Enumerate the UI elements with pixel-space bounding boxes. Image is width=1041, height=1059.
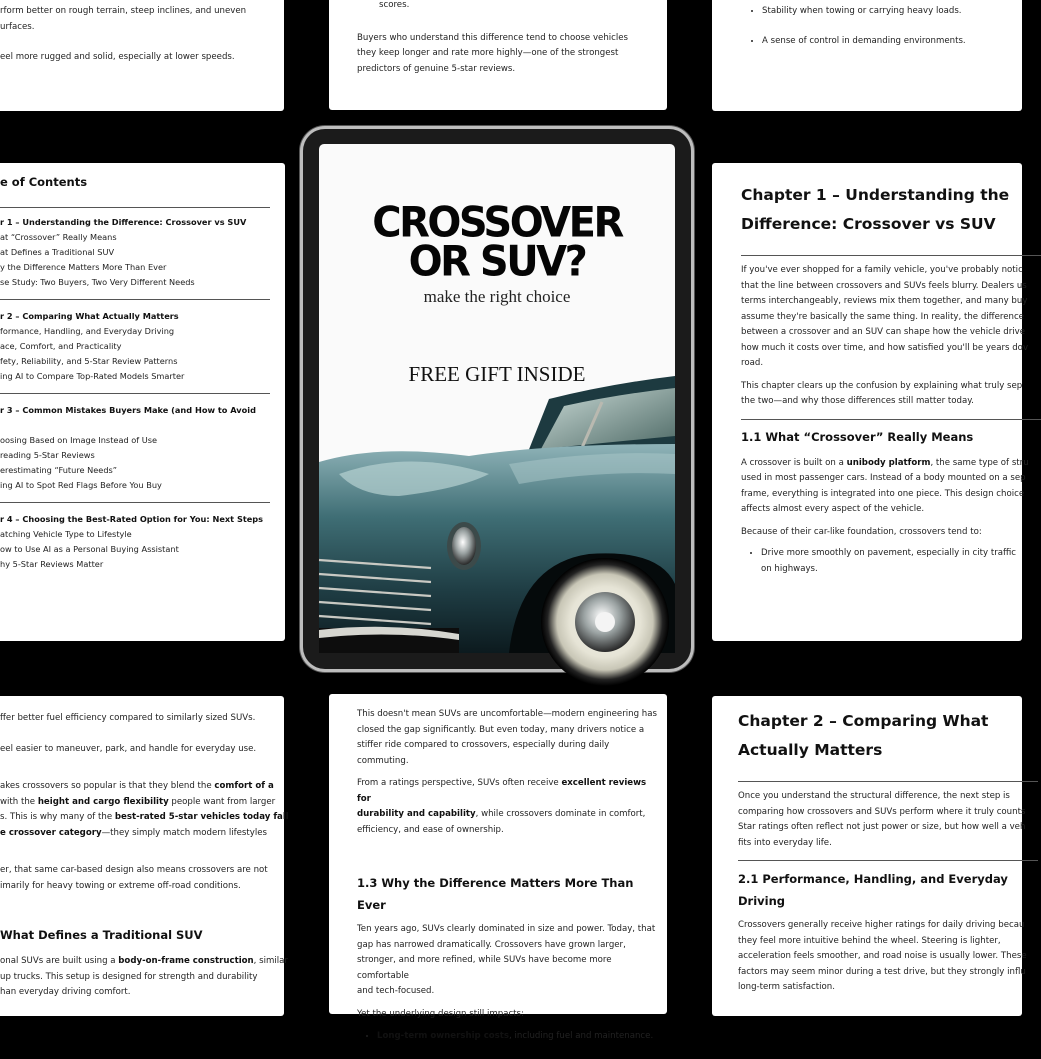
text-line: From a ratings perspective, SUVs often receive excellent reviews for xyxy=(357,778,647,804)
text-line: road. xyxy=(741,358,764,368)
text-line: Because of their car-like foundation, crossovers tend to: xyxy=(741,526,982,537)
text-line: onal SUVs are built using a body-on-frame construction, similar xyxy=(0,956,288,966)
text-line: factors may seem minor during a test drive, but they strongly influ xyxy=(738,966,1026,977)
divider xyxy=(738,781,1038,782)
chapter-title: Difference: Crossover vs SUV xyxy=(741,215,996,233)
divider xyxy=(0,502,270,503)
text-line: used in most passenger cars. Instead of a body mounted on a sep xyxy=(741,473,1026,483)
divider xyxy=(741,255,1041,256)
section-heading: 1.1 What “Crossover” Really Means xyxy=(741,429,974,444)
classic-car-illustration xyxy=(319,144,675,653)
toc-item: hy 5-Star Reviews Matter xyxy=(0,558,104,569)
bullet-list xyxy=(357,1029,657,1045)
list-item: • Stability when towing or carrying heavy loads. xyxy=(762,4,1012,20)
page-bottom-middle xyxy=(329,694,667,1041)
text-line: A crossover is built on a unibody platform, the same type of stru xyxy=(741,457,1029,468)
text-line: urfaces. xyxy=(0,21,35,32)
list-item: • Long-term ownership costs, including fuel and maintenance. xyxy=(377,1029,657,1045)
text-line: eel more rugged and solid, especially at lower speeds. xyxy=(0,52,235,62)
list-item: • Drive more smoothly on pavement, especially in city traffic on highways. xyxy=(761,546,1041,577)
text-line: er, that same car-based design also means crossovers are not xyxy=(0,865,268,875)
page-table-of-contents xyxy=(0,163,285,641)
cover-subtitle: make the right choice xyxy=(423,287,571,306)
toc-item: atching Vehicle Type to Lifestyle xyxy=(0,528,132,539)
toc-chapter: r 2 – Comparing What Actually Matters xyxy=(0,310,179,321)
toc-item: at “Crossover” Really Means xyxy=(0,231,117,242)
text-line: Ten years ago, SUVs clearly dominated in size and power. Today, that xyxy=(357,924,656,934)
toc-item: oosing Based on Image Instead of Use xyxy=(0,434,158,445)
text-line: e crossover category—they simply match modern lifestyles xyxy=(0,827,268,838)
text-line: eel easier to maneuver, park, and handle for everyday use. xyxy=(0,743,257,754)
toc-item: se Study: Two Buyers, Two Very Different Needs xyxy=(0,276,195,287)
divider xyxy=(0,393,270,394)
text-line: affects almost every aspect of the vehicle. xyxy=(741,504,925,514)
toc-item: y the Difference Matters More Than Ever xyxy=(0,261,167,272)
text-line: gap has narrowed dramatically. Crossovers have grown larger, xyxy=(357,939,626,950)
text-line: with the height and cargo flexibility people want from larger xyxy=(0,796,276,807)
text-line: s. This is why many of the best-rated 5-star vehicles today fall xyxy=(0,812,289,822)
text-line: This doesn't mean SUVs are uncomfortable—modern engineering has xyxy=(357,709,657,719)
text-line: between a crossover and an SUV can shape how the vehicle drive xyxy=(741,327,1025,337)
divider xyxy=(0,299,270,300)
text-line: Yet the underlying design still impacts: xyxy=(357,1008,524,1019)
cover-gift-text: FREE GIFT INSIDE xyxy=(408,362,586,386)
divider xyxy=(738,860,1038,861)
section-heading: 1.3 Why the Difference Matters More Than xyxy=(357,876,634,890)
divider xyxy=(741,419,1041,420)
text-line: fits into everyday life. xyxy=(738,837,832,848)
text-line: imarily for heavy towing or extreme off-road conditions. xyxy=(0,880,241,891)
toc-chapter: r 3 – Common Mistakes Buyers Make (and How to Avoid xyxy=(0,404,256,415)
list-item: • A sense of control in demanding environments. xyxy=(762,34,1012,50)
page-chapter-1 xyxy=(712,163,1029,641)
section-heading: 2.1 Performance, Handling, and Everyday xyxy=(738,872,1008,886)
text-line: how much it costs over time, and how satisfied you'll be years dov xyxy=(741,342,1029,353)
toc-item: formance, Handling, and Everyday Driving xyxy=(0,325,175,336)
text-line: akes crossovers so popular is that they blend the comfort of a xyxy=(0,781,274,791)
text-line: scores. xyxy=(379,0,410,10)
toc-item: at Defines a Traditional SUV xyxy=(0,246,115,257)
page-top-right xyxy=(712,0,1022,111)
text-line: efficiency, and ease of ownership. xyxy=(357,824,504,835)
text-line: durability and capability, while crossovers dominate in comfort, xyxy=(357,809,646,819)
text-line: frame, everything is integrated into one piece. This design choice xyxy=(741,488,1025,499)
divider xyxy=(0,207,270,208)
page-bottom-left xyxy=(0,696,289,1016)
toc-heading: e of Contents xyxy=(0,175,88,189)
chapter-title: Actually Matters xyxy=(738,741,883,759)
text-line: terms interchangeably, reviews mix them together, and many buy xyxy=(741,296,1028,306)
text-line: If you've ever shopped for a family vehicle, you've probably notic xyxy=(741,265,1023,275)
bullet-list xyxy=(741,546,1041,577)
text-line: Once you understand the structural difference, the next step is xyxy=(738,791,1010,801)
text-line: the two—and why those differences still matter today. xyxy=(741,396,974,406)
text-line: stiffer ride compared to crossovers, especially during daily commuting. xyxy=(357,740,610,766)
text-line: rform better on rough terrain, steep inclines, and uneven xyxy=(0,6,247,16)
toc-item: erestimating “Future Needs” xyxy=(0,464,118,475)
page-top-left xyxy=(0,0,284,111)
text-line: up trucks. This setup is designed for strength and durability xyxy=(0,971,258,982)
text-line: long-term satisfaction. xyxy=(738,982,835,992)
section-heading: What Defines a Traditional SUV xyxy=(0,928,203,942)
text-line: ffer better fuel efficiency compared to similarly sized SUVs. xyxy=(0,713,256,723)
cover-title-line1: CROSSOVER xyxy=(372,198,622,248)
text-line: that the line between crossovers and SUVs feels blurry. Dealers us xyxy=(741,280,1027,291)
text-line: assume they're basically the same thing. In reality, the difference xyxy=(741,311,1024,322)
text-line: comparing how crossovers and SUVs perform where it truly counts xyxy=(738,806,1026,817)
toc-item: ace, Comfort, and Practicality xyxy=(0,340,122,351)
chapter-title: Chapter 1 – Understanding the xyxy=(741,186,1010,204)
page-chapter-2 xyxy=(712,696,1027,1016)
toc-item: ow to Use AI as a Personal Buying Assistant xyxy=(0,543,179,554)
section-heading: Driving xyxy=(738,894,786,908)
text-line: Crossovers generally receive higher ratings for daily driving becau xyxy=(738,920,1025,930)
toc-item: fety, Reliability, and 5-Star Review Patterns xyxy=(0,355,178,366)
toc-item: ing AI to Compare Top-Rated Models Smarter xyxy=(0,370,185,381)
ebook-cover xyxy=(319,144,675,653)
text-line: and tech-focused. xyxy=(357,986,435,996)
text-line: Star ratings often reflect not just power or size, but how well a veh xyxy=(738,822,1026,832)
toc-item: ing AI to Spot Red Flags Before You Buy xyxy=(0,479,162,490)
page-top-middle xyxy=(329,0,667,110)
tablet-device xyxy=(303,129,691,669)
text-line: closed the gap significantly. But even today, many drivers notice a xyxy=(357,724,645,735)
bullet-list xyxy=(742,4,1012,49)
toc-item: reading 5-Star Reviews xyxy=(0,449,95,460)
text-line: stronger, and more refined, while SUVs have become more comfortable xyxy=(357,955,612,981)
text-line: they feel more intuitive behind the wheel. Steering is lighter, xyxy=(738,935,1001,946)
text-line: This chapter clears up the confusion by explaining what truly sep xyxy=(741,380,1023,391)
toc-chapter: r 4 – Choosing the Best-Rated Option for You: Next Steps xyxy=(0,513,264,524)
text-line: han everyday driving comfort. xyxy=(0,987,131,997)
text-line: acceleration feels smoother, and road noise is usually lower. These xyxy=(738,951,1027,961)
toc-chapter: r 1 – Understanding the Difference: Crossover vs SUV xyxy=(0,216,247,227)
chapter-title: Chapter 2 – Comparing What xyxy=(738,712,989,730)
paragraph: Buyers who understand this difference tend to choose vehicles they keep longer and rate more highly—one of the strongest predictors of genuine 5-star reviews. xyxy=(357,32,629,74)
cover-title-line2: OR SUV? xyxy=(408,237,586,287)
section-heading: Ever xyxy=(357,898,386,912)
